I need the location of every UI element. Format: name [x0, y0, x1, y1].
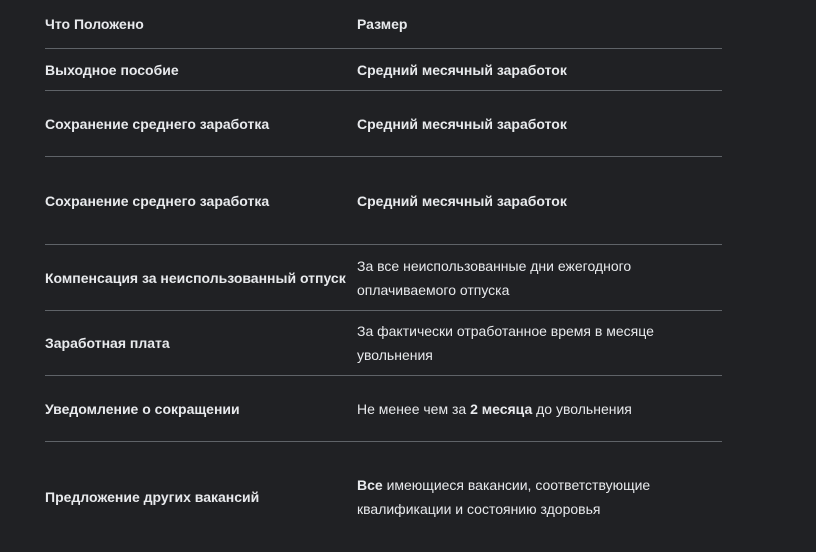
row-size: За фактически отработанное время в месяце увольнения	[357, 323, 654, 363]
row-item: Выходное пособие	[45, 61, 179, 78]
table-row	[45, 442, 722, 552]
row-item: Предложение других вакансий	[45, 489, 260, 505]
benefits-table	[45, 0, 722, 552]
table-row	[45, 49, 722, 91]
row-item: Компенсация за неиспользованный отпуск	[45, 269, 346, 286]
column-header-size: Размер	[357, 16, 408, 32]
row-item: Заработная плата	[45, 335, 170, 351]
row-size	[357, 397, 722, 421]
table-row	[45, 245, 722, 311]
row-size-pre: Не менее чем за	[357, 400, 471, 417]
table-row	[45, 376, 722, 442]
table-row	[45, 157, 722, 245]
row-size-emphasis: 2 месяца	[470, 400, 533, 417]
table-row	[45, 311, 722, 376]
row-size-emphasis: Все	[357, 477, 383, 493]
row-size: За все неиспользованные дни ежегодного оплачиваемого отпуска	[357, 257, 632, 298]
column-header-item: Что Положено	[45, 16, 144, 32]
table-header-row	[45, 0, 722, 49]
row-size: Средний месячный заработок	[357, 115, 567, 132]
row-size	[357, 473, 722, 521]
row-size-post: имеющиеся вакансии, соответствующие квалификации и состоянию здоровья	[357, 477, 651, 517]
row-size: Средний месячный заработок	[357, 192, 567, 209]
row-size-post: до увольнения	[532, 400, 632, 417]
row-item: Сохранение среднего заработка	[45, 192, 270, 209]
table-row	[45, 91, 722, 157]
row-item: Сохранение среднего заработка	[45, 115, 270, 132]
row-item: Уведомление о сокращении	[45, 400, 240, 417]
row-size: Средний месячный заработок	[357, 61, 567, 78]
